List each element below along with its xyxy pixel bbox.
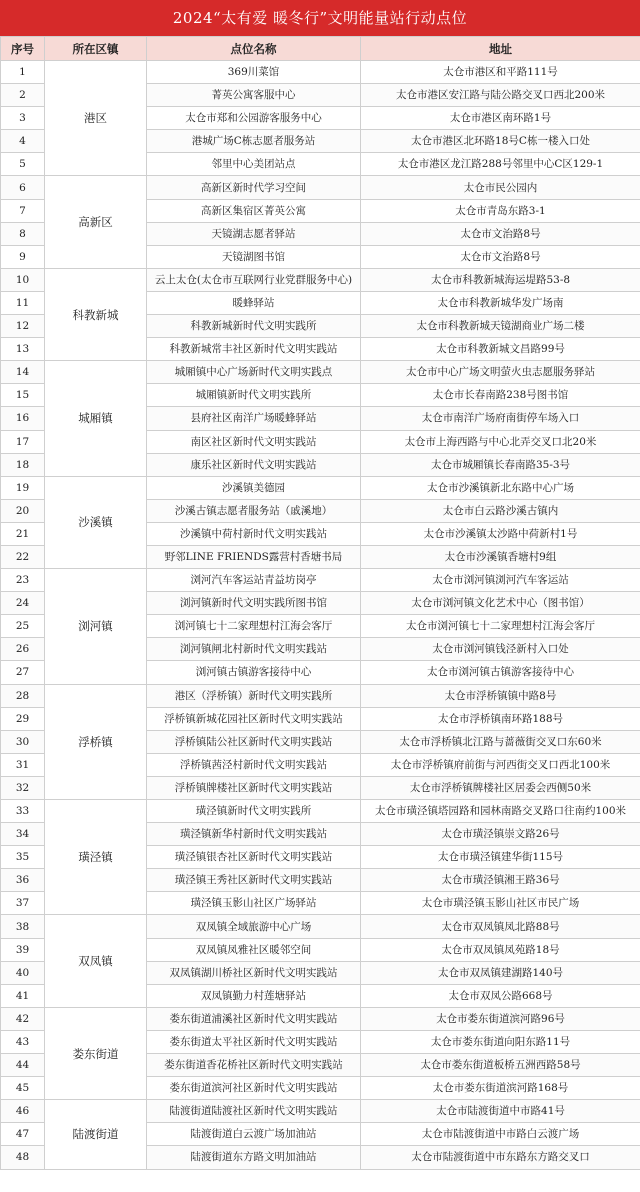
station-name: 浮桥镇陆公社区新时代文明实践站 — [147, 730, 361, 753]
row-index: 37 — [1, 892, 45, 915]
row-index: 5 — [1, 153, 45, 176]
table-row — [1, 268, 640, 291]
station-name: 康乐社区新时代文明实践站 — [147, 453, 361, 476]
row-index: 47 — [1, 1123, 45, 1146]
table-row — [1, 176, 640, 199]
station-address: 太仓市璜泾镇塔园路和园林南路交叉路口往南约100米 — [361, 800, 640, 823]
station-name: 璜泾镇新时代文明实践所 — [147, 800, 361, 823]
station-address: 太仓市双凤镇凤苑路18号 — [361, 938, 640, 961]
station-name: 陆渡街道白云渡广场加油站 — [147, 1123, 361, 1146]
row-index: 13 — [1, 338, 45, 361]
station-name: 浮桥镇牌楼社区新时代文明实践站 — [147, 776, 361, 799]
station-name: 太仓市郑和公园游客服务中心 — [147, 107, 361, 130]
row-index: 44 — [1, 1054, 45, 1077]
station-name: 娄东街道浦溪社区新时代文明实践站 — [147, 1007, 361, 1030]
station-name: 南区社区新时代文明实践站 — [147, 430, 361, 453]
station-address: 太仓市娄东街道滨河路168号 — [361, 1077, 640, 1100]
station-address: 太仓市城厢镇长春南路35-3号 — [361, 453, 640, 476]
station-name: 高新区集宿区菁英公寓 — [147, 199, 361, 222]
row-index: 11 — [1, 291, 45, 314]
station-address: 太仓市浮桥镇南环路188号 — [361, 707, 640, 730]
row-index: 40 — [1, 961, 45, 984]
row-index: 7 — [1, 199, 45, 222]
station-address: 太仓市科教新城文昌路99号 — [361, 338, 640, 361]
row-index: 30 — [1, 730, 45, 753]
station-name: 天镜湖志愿者驿站 — [147, 222, 361, 245]
station-address: 太仓市璜泾镇建华街115号 — [361, 846, 640, 869]
station-address: 太仓市长春南路238号图书馆 — [361, 384, 640, 407]
station-name: 县府社区南洋广场暖蜂驿站 — [147, 407, 361, 430]
station-name: 双凤镇全域旅游中心广场 — [147, 915, 361, 938]
station-name: 陆渡街道东方路文明加油站 — [147, 1146, 361, 1169]
station-address: 太仓市浮桥镇北江路与蔷薇街交叉口东60米 — [361, 730, 640, 753]
station-address: 太仓市青岛东路3-1 — [361, 199, 640, 222]
district-cell: 璜泾镇 — [45, 800, 147, 915]
station-name: 369川菜馆 — [147, 61, 361, 84]
station-name: 菁英公寓客服中心 — [147, 84, 361, 107]
station-address: 太仓市陆渡街道中市路白云渡广场 — [361, 1123, 640, 1146]
row-index: 21 — [1, 522, 45, 545]
header-district: 所在区镇 — [45, 37, 147, 61]
row-index: 31 — [1, 753, 45, 776]
row-index: 33 — [1, 800, 45, 823]
station-address: 太仓市文治路8号 — [361, 222, 640, 245]
station-name: 城厢镇新时代文明实践所 — [147, 384, 361, 407]
station-address: 太仓市浏河镇文化艺术中心（图书馆） — [361, 592, 640, 615]
header-address: 地址 — [361, 37, 640, 61]
station-name: 娄东街道太平社区新时代文明实践站 — [147, 1030, 361, 1053]
station-address: 太仓市双凤镇建湖路140号 — [361, 961, 640, 984]
station-address: 太仓市沙溪镇新北东路中心广场 — [361, 476, 640, 499]
station-name: 港区（浮桥镇）新时代文明实践所 — [147, 684, 361, 707]
station-name: 浏河镇闸北村新时代文明实践站 — [147, 638, 361, 661]
station-address: 太仓市文治路8号 — [361, 245, 640, 268]
district-cell: 娄东街道 — [45, 1007, 147, 1099]
row-index: 48 — [1, 1146, 45, 1169]
station-address: 太仓市娄东街道板桥五洲西路58号 — [361, 1054, 640, 1077]
row-index: 25 — [1, 615, 45, 638]
district-cell: 陆渡街道 — [45, 1100, 147, 1169]
station-name: 娄东街道香花桥社区新时代文明实践站 — [147, 1054, 361, 1077]
station-name: 沙溪镇美德园 — [147, 476, 361, 499]
row-index: 18 — [1, 453, 45, 476]
row-index: 17 — [1, 430, 45, 453]
row-index: 45 — [1, 1077, 45, 1100]
station-name: 科教新城新时代文明实践所 — [147, 315, 361, 338]
row-index: 6 — [1, 176, 45, 199]
station-address: 太仓市娄东街道滨河路96号 — [361, 1007, 640, 1030]
station-address: 太仓市璜泾镇崇文路26号 — [361, 823, 640, 846]
table-body — [1, 61, 640, 1170]
station-name: 双凤镇凤雅社区暖邻空间 — [147, 938, 361, 961]
station-name: 浏河镇新时代文明实践所图书馆 — [147, 592, 361, 615]
row-index: 8 — [1, 222, 45, 245]
row-index: 42 — [1, 1007, 45, 1030]
station-address: 太仓市双凤公路668号 — [361, 984, 640, 1007]
station-name: 璜泾镇王秀社区新时代文明实践站 — [147, 869, 361, 892]
station-address: 太仓市中心广场文明萤火虫志愿服务驿站 — [361, 361, 640, 384]
row-index: 10 — [1, 268, 45, 291]
station-address: 太仓市浏河镇七十二家理想村江海会客厅 — [361, 615, 640, 638]
station-name: 港城广场C栋志愿者服务站 — [147, 130, 361, 153]
station-name: 双凤镇勤力村莲塘驿站 — [147, 984, 361, 1007]
row-index: 34 — [1, 823, 45, 846]
station-name: 天镜湖图书馆 — [147, 245, 361, 268]
row-index: 32 — [1, 776, 45, 799]
table-row — [1, 800, 640, 823]
station-name: 璜泾镇银杏社区新时代文明实践站 — [147, 846, 361, 869]
row-index: 43 — [1, 1030, 45, 1053]
station-name: 浮桥镇茜泾村新时代文明实践站 — [147, 753, 361, 776]
district-cell: 科教新城 — [45, 268, 147, 360]
station-name: 娄东街道滨河社区新时代文明实践站 — [147, 1077, 361, 1100]
stations-table — [0, 36, 640, 1170]
district-cell: 沙溪镇 — [45, 476, 147, 568]
station-address: 太仓市上海西路与中心北弄交叉口北20米 — [361, 430, 640, 453]
row-index: 9 — [1, 245, 45, 268]
district-cell: 港区 — [45, 61, 147, 176]
station-address: 太仓市港区南环路1号 — [361, 107, 640, 130]
station-name: 浏河镇七十二家理想村江海会客厅 — [147, 615, 361, 638]
row-index: 36 — [1, 869, 45, 892]
row-index: 3 — [1, 107, 45, 130]
station-address: 太仓市浮桥镇府前街与河西街交叉口西北100米 — [361, 753, 640, 776]
station-name: 浮桥镇新城花园社区新时代文明实践站 — [147, 707, 361, 730]
station-address: 太仓市南洋广场府南街停车场入口 — [361, 407, 640, 430]
header-station-name: 点位名称 — [147, 37, 361, 61]
station-address: 太仓市港区和平路111号 — [361, 61, 640, 84]
station-address: 太仓市陆渡街道中市路41号 — [361, 1100, 640, 1123]
table-row — [1, 1100, 640, 1123]
station-address: 太仓市港区北环路18号C栋一楼入口处 — [361, 130, 640, 153]
row-index: 22 — [1, 545, 45, 568]
station-name: 科教新城常丰社区新时代文明实践站 — [147, 338, 361, 361]
station-name: 云上太仓(太仓市互联网行业党群服务中心) — [147, 268, 361, 291]
station-address: 太仓市浏河镇浏河汽车客运站 — [361, 569, 640, 592]
station-name: 沙溪镇中荷村新时代文明实践站 — [147, 522, 361, 545]
row-index: 27 — [1, 661, 45, 684]
station-name: 高新区新时代学习空间 — [147, 176, 361, 199]
row-index: 28 — [1, 684, 45, 707]
station-address: 太仓市璜泾镇湘王路36号 — [361, 869, 640, 892]
station-name: 浏河汽车客运站青益坊岗亭 — [147, 569, 361, 592]
station-address: 太仓市浮桥镇牌楼社区居委会西侧50米 — [361, 776, 640, 799]
row-index: 24 — [1, 592, 45, 615]
station-address: 太仓市白云路沙溪古镇内 — [361, 499, 640, 522]
row-index: 38 — [1, 915, 45, 938]
row-index: 15 — [1, 384, 45, 407]
station-name: 城厢镇中心广场新时代文明实践点 — [147, 361, 361, 384]
station-name: 暖蜂驿站 — [147, 291, 361, 314]
station-address: 太仓市娄东街道向阳东路11号 — [361, 1030, 640, 1053]
station-address: 太仓市陆渡街道中市东路东方路交叉口 — [361, 1146, 640, 1169]
table-row — [1, 476, 640, 499]
station-name: 璜泾镇新华村新时代文明实践站 — [147, 823, 361, 846]
row-index: 2 — [1, 84, 45, 107]
row-index: 26 — [1, 638, 45, 661]
row-index: 35 — [1, 846, 45, 869]
station-address: 太仓市双凤镇凤北路88号 — [361, 915, 640, 938]
row-index: 12 — [1, 315, 45, 338]
row-index: 4 — [1, 130, 45, 153]
row-index: 1 — [1, 61, 45, 84]
district-cell: 浮桥镇 — [45, 684, 147, 799]
table-row — [1, 684, 640, 707]
station-address: 太仓市港区安江路与陆公路交叉口西北200米 — [361, 84, 640, 107]
station-name: 双凤镇湖川桥社区新时代文明实践站 — [147, 961, 361, 984]
page-title: 2024“太有爱 暖冬行”文明能量站行动点位 — [0, 0, 640, 36]
station-address: 太仓市沙溪镇太沙路中荷新村1号 — [361, 522, 640, 545]
station-address: 太仓市科教新城天镜湖商业广场二楼 — [361, 315, 640, 338]
row-index: 46 — [1, 1100, 45, 1123]
station-name: 浏河镇古镇游客接待中心 — [147, 661, 361, 684]
header-index: 序号 — [1, 37, 45, 61]
table-row — [1, 915, 640, 938]
station-address: 太仓市科教新城华发广场南 — [361, 291, 640, 314]
station-name: 沙溪古镇志愿者服务站（戚溪地） — [147, 499, 361, 522]
table-row — [1, 61, 640, 84]
row-index: 41 — [1, 984, 45, 1007]
station-address: 太仓市民公园内 — [361, 176, 640, 199]
table-row — [1, 361, 640, 384]
district-cell: 浏河镇 — [45, 569, 147, 684]
row-index: 14 — [1, 361, 45, 384]
table-row — [1, 569, 640, 592]
station-address: 太仓市浮桥镇镇中路8号 — [361, 684, 640, 707]
district-cell: 高新区 — [45, 176, 147, 268]
table-row — [1, 1007, 640, 1030]
station-address: 太仓市科教新城海运堤路53-8 — [361, 268, 640, 291]
station-address: 太仓市璜泾镇玉影山社区市民广场 — [361, 892, 640, 915]
station-address: 太仓市浏河镇钱泾新村入口处 — [361, 638, 640, 661]
row-index: 29 — [1, 707, 45, 730]
station-name: 陆渡街道陆渡社区新时代文明实践站 — [147, 1100, 361, 1123]
district-cell: 双凤镇 — [45, 915, 147, 1007]
station-name: 璜泾镇玉影山社区广场驿站 — [147, 892, 361, 915]
district-cell: 城厢镇 — [45, 361, 147, 476]
station-address: 太仓市浏河镇古镇游客接待中心 — [361, 661, 640, 684]
row-index: 23 — [1, 569, 45, 592]
row-index: 39 — [1, 938, 45, 961]
row-index: 19 — [1, 476, 45, 499]
station-address: 太仓市沙溪镇香塘村9组 — [361, 545, 640, 568]
row-index: 16 — [1, 407, 45, 430]
station-name: 邻里中心美团站点 — [147, 153, 361, 176]
station-address: 太仓市港区龙江路288号邻里中心C区129-1 — [361, 153, 640, 176]
station-name: 野邻LINE FRIENDS露营村香塘书局 — [147, 545, 361, 568]
table-header-row — [1, 37, 640, 61]
row-index: 20 — [1, 499, 45, 522]
